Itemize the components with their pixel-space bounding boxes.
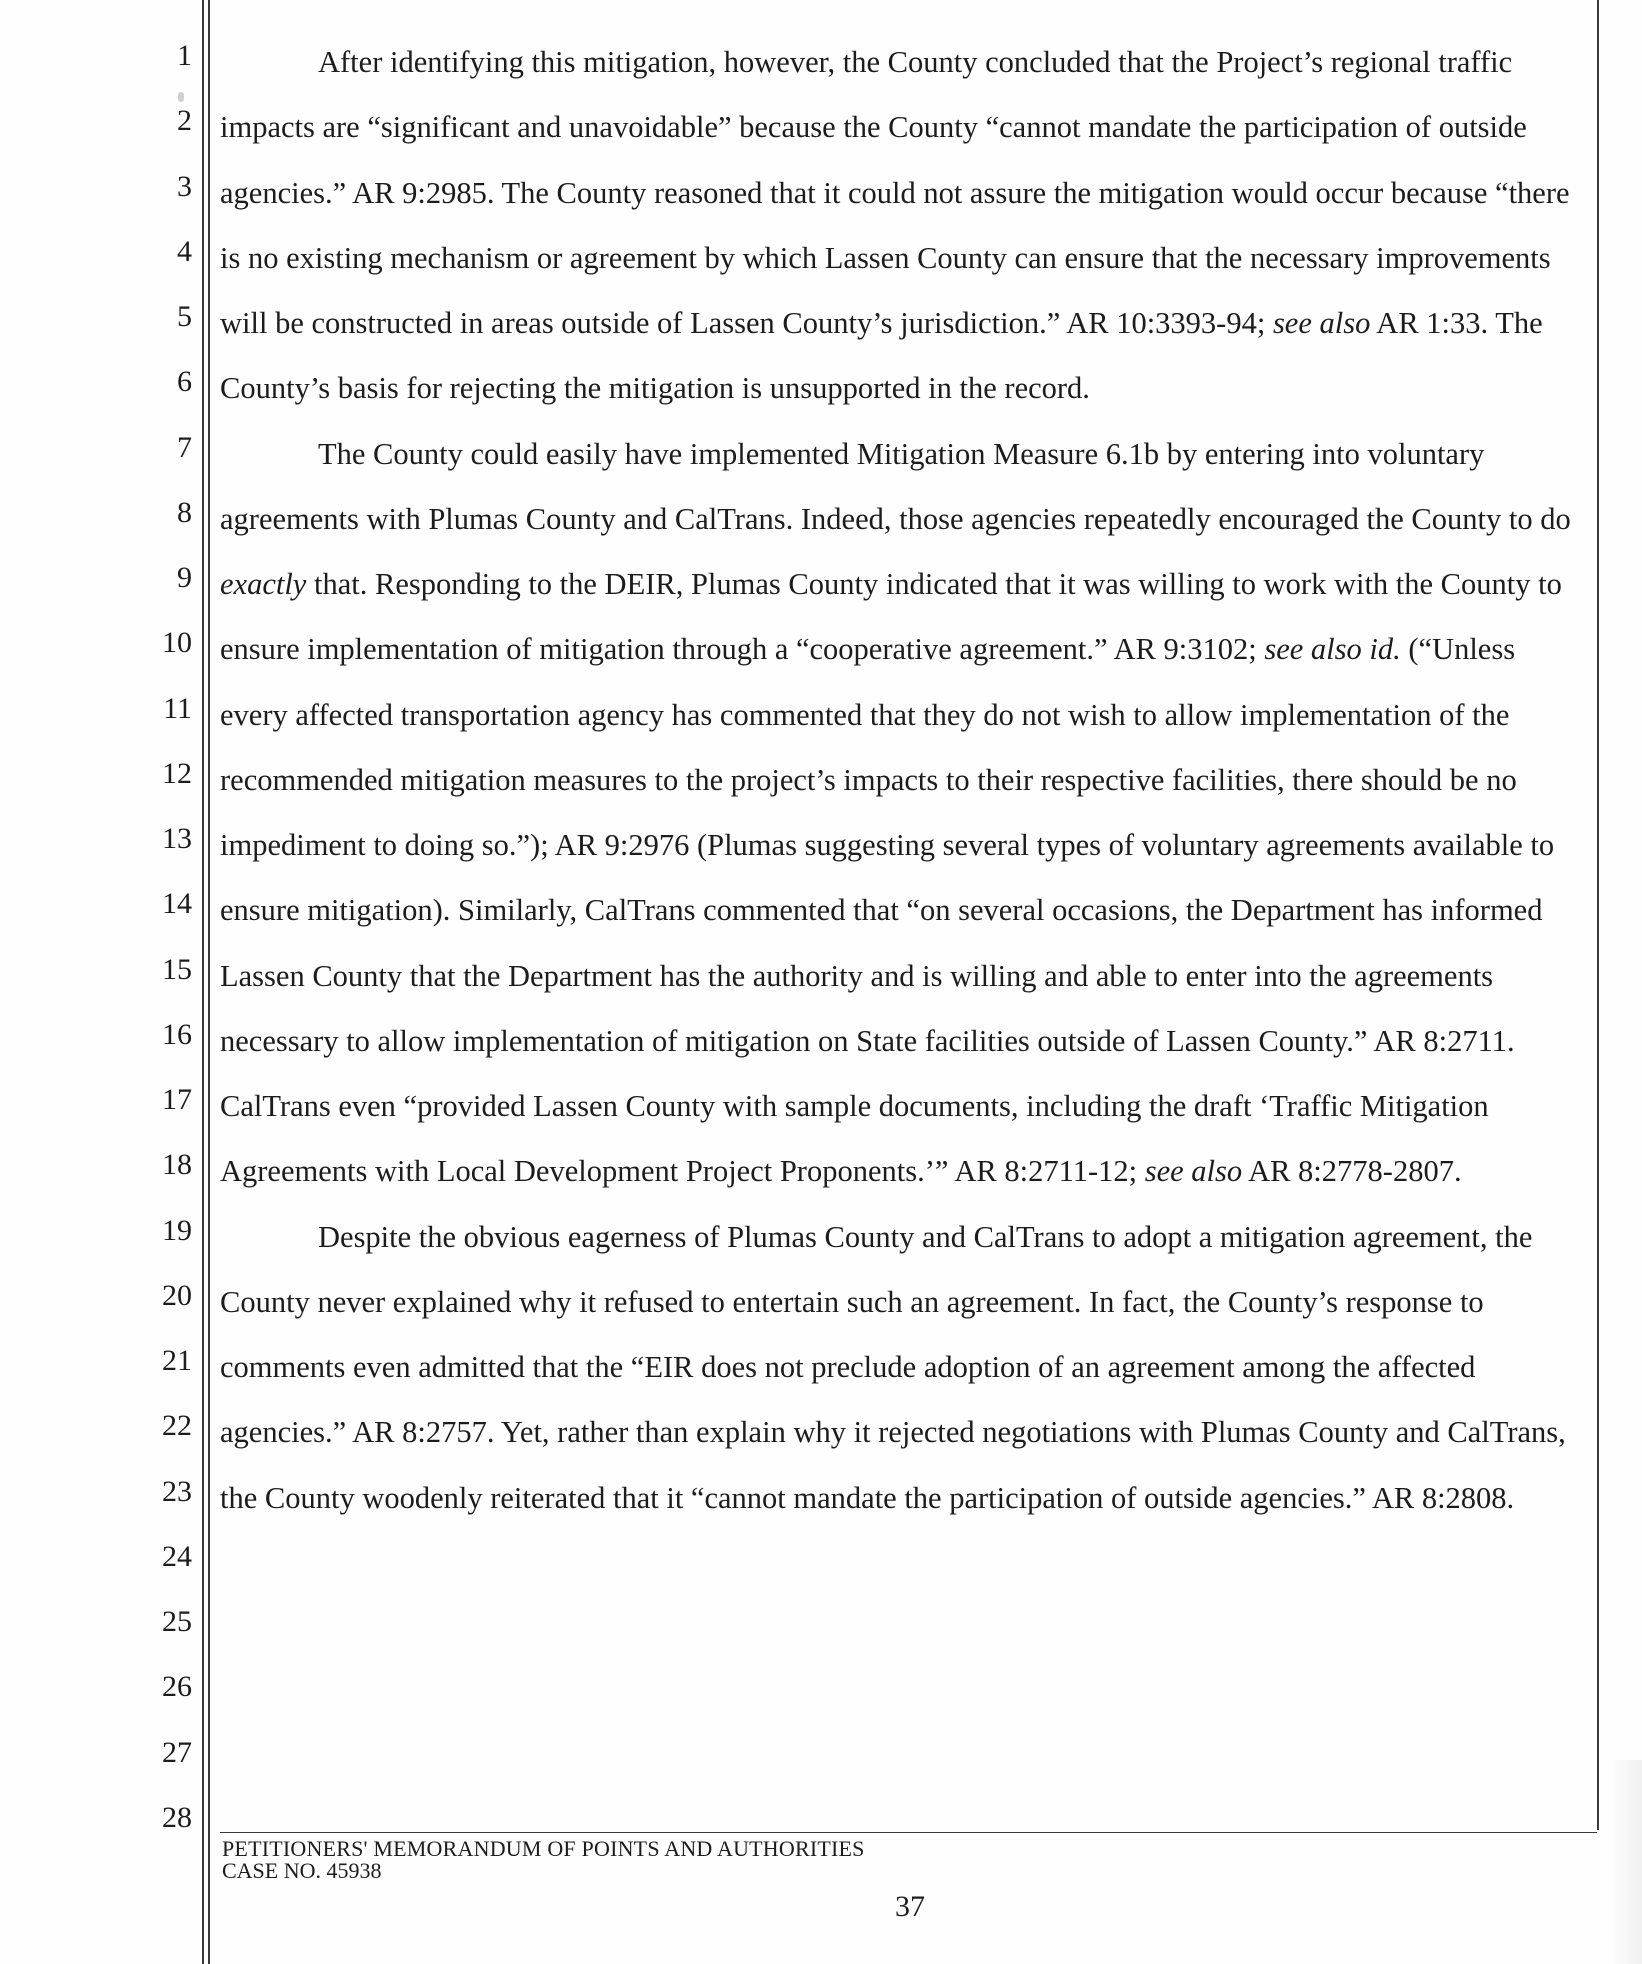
line-number: 18 [162,1148,192,1182]
line-number: 1 [177,39,192,72]
line-number: 17 [162,1083,192,1116]
page-number: 37 [895,1890,925,1923]
line-number: 4 [177,234,192,268]
line-number: 15 [162,952,192,986]
line-number: 11 [163,691,192,725]
body-paragraph [220,1205,1588,1531]
scan-edge-shadow [1612,1760,1642,1964]
line-number: 8 [177,495,192,529]
line-number: 10 [162,626,192,660]
line-number: 25 [162,1605,192,1638]
line-number: 27 [162,1735,192,1769]
line-number: 7 [177,430,192,464]
italic-citation-signal: exactly [220,567,307,601]
line-number: 16 [162,1017,192,1051]
paragraph-text: After identifying this mitigation, however, the County concluded that the Project’s regional traffic impacts are “significant and unavoidable” because the County “cannot mandate the participation of outside agencies.” AR 9:2985. The County reasoned that it could not assure the mitigation would occur because “there is no existing mechanism or agreement by which Lassen County can ensure that the necessary improvements will be constructed in areas outside of Lassen County’s jurisdiction.” AR 10:3393-94; [220,45,1570,340]
line-number: 6 [177,365,192,399]
left-margin-rule-inner [208,0,210,1964]
body-paragraph [220,30,1588,422]
line-number: 22 [162,1409,192,1443]
body-paragraph [220,422,1588,1205]
line-number: 14 [162,887,192,921]
line-number: 5 [177,300,192,333]
line-number: 9 [177,561,192,594]
line-number: 23 [162,1474,192,1508]
line-number: 20 [162,1278,192,1312]
footer-rule [220,1832,1597,1833]
line-number: 24 [162,1539,192,1573]
paragraph-text: AR 1:33. The County’s basis for rejecting the mitigation is unsupported in the record. [220,306,1543,406]
line-number: 2 [177,104,192,138]
italic-citation-signal: see also [1272,306,1371,340]
paragraph-text: AR 8:2778-2807. [1242,1154,1462,1189]
line-number: 13 [162,822,192,855]
line-number: 21 [162,1344,192,1377]
italic-citation-signal: see also [1144,1154,1243,1189]
italic-citation-signal: see also id. [1264,632,1401,667]
paragraph-text: (“Unless every affected transportation agency has commented that they do not wish to allow implementation of the recommended mitigation measures to the project’s impacts to their respective facilities, there should be no impediment to doing so.”); AR 9:2976 (Plumas suggesting several types of voluntary agreements available to ensure mitigation). Similarly, CalTrans commented that “on several occasions, the Department has informed Lassen County that the Department has the authority and is willing and able to enter into the agreements necessary to allow implementation of mitigation on State facilities outside of Lassen County.” AR 8:2711. CalTrans even “provided Lassen County with sample documents, including the draft ‘Traffic Mitigation Agreements with Local Development Project Proponents.’” AR 8:2711-12; [220,632,1555,1189]
footer-case-number: CASE NO. 45938 [222,1858,382,1883]
line-number: 3 [177,169,192,203]
paragraph-text: The County could easily have implemented Mitigation Measure 6.1b by entering into voluntary agreements with Plumas County and CalTrans. Indeed, those agencies repeatedly encouraged the County to do [220,436,1571,536]
line-number: 26 [162,1670,192,1704]
document-body [220,30,1588,1531]
line-number: 28 [162,1800,192,1834]
line-number: 12 [162,756,192,790]
footer-document-title: PETITIONERS' MEMORANDUM OF POINTS AND AUTHORITIES [222,1836,865,1861]
paragraph-text: that. Responding to the DEIR, Plumas County indicated that it was willing to work with the County to ensure implementation of mitigation through a “cooperative agreement.” AR 9:3102; [220,567,1562,667]
line-number: 19 [162,1213,192,1247]
line-number-column [140,30,192,1857]
left-margin-rule [202,0,204,1964]
right-margin-rule [1597,0,1599,1830]
paragraph-text: Despite the obvious eagerness of Plumas County and CalTrans to adopt a mitigation agreement, the County never explained why it refused to entertain such an agreement. In fact, the County’s response to comments even admitted that the “EIR does not preclude adoption of an agreement among the affected agencies.” AR 8:2757. Yet, rather than explain why it rejected negotiations with Plumas County and CalTrans, the County woodenly reiterated that it “cannot mandate the participation of outside agencies.” AR 8:2808. [220,1219,1566,1515]
